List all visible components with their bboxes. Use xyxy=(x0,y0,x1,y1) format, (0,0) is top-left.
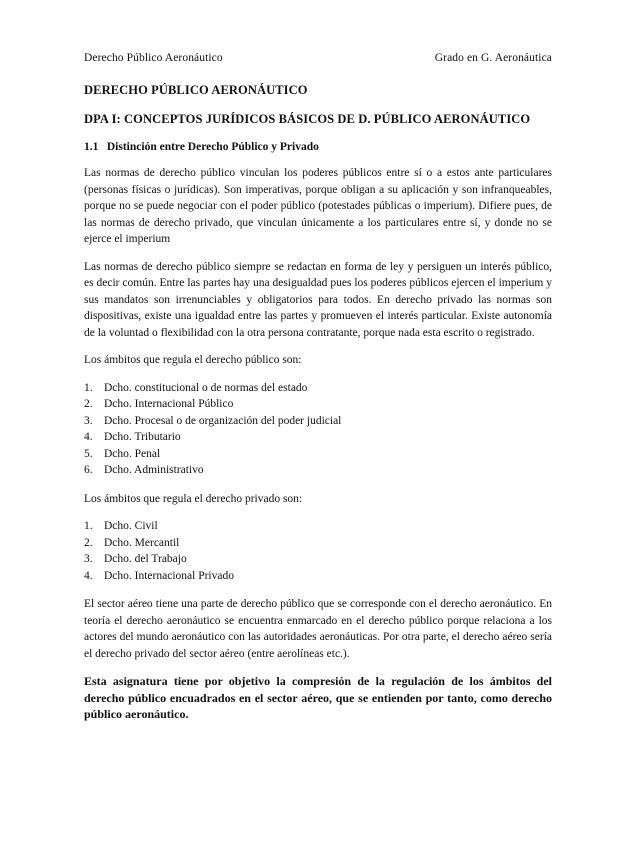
list-item: 3. Dcho. del Trabajo xyxy=(84,553,187,565)
paragraph-objective: Esta asignatura tiene por objetivo la compresión de la regulación de los ámbitos del derecho público encuadrados en el sector aéreo, que se entienden por tanto, como derecho público aeronáutico. xyxy=(84,674,552,721)
document-subtitle: DPA I: CONCEPTOS JURÍDICOS BÁSICOS DE D. PÚBLICO AERONÁUTICO xyxy=(84,112,531,126)
list-item: 5. Dcho. Penal xyxy=(84,447,161,460)
section-heading xyxy=(84,141,552,153)
section-title: Distinción entre Derecho Público y Privado xyxy=(106,141,319,153)
list-item: 1. Dcho. Civil xyxy=(84,520,158,532)
list-item: 1. Dcho. constitucional o de normas del estado xyxy=(84,381,308,394)
header-right: Grado en G. Aeronáutica xyxy=(434,52,552,64)
public-law-list xyxy=(84,380,552,479)
list-item: 4. Dcho. Tributario xyxy=(84,431,181,443)
paragraph-1: Las normas de derecho público vinculan los poderes públicos entre sí o a estos ante particulares (personas físicas o jurídicas). Son imperativas, porque obligan a su aplicación y son infranqueables, porque no se puede negociar con el poder público (potestades públicas o imperium). Difiere pues, de las normas de derecho privado, que vinculan únicamente a los particulares entre sí, y donde no se ejerce el imperium xyxy=(84,167,552,245)
page-header xyxy=(84,52,552,64)
private-law-list xyxy=(84,518,552,584)
document-body xyxy=(84,83,552,734)
list-item: 2. Dcho. Mercantil xyxy=(84,536,180,549)
paragraph-public-intro: Los ámbitos que regula el derecho público son: xyxy=(84,354,302,366)
header-left: Derecho Público Aeronáutico xyxy=(84,52,223,64)
paragraph-sector: El sector aéreo tiene una parte de derecho público que se corresponde con el derecho aeronáutico. En teoría el derecho aeronáutico se encuentra enmarcado en el derecho público porque relaciona a los actores del mundo aeronáutico con las autoridades aeronáuticas. Por otra parte, el derecho aéreo sería el derecho privado del sector aéreo (entre aerolíneas etc.). xyxy=(84,598,552,660)
section-number: 1.1 xyxy=(84,141,99,153)
paragraph-2: Las normas de derecho público siempre se redactan en forma de ley y persiguen un interés público, es decir común. Entre las partes hay una desigualdad pues los poderes públicos ejercen el imperium y sus mandatos son irrenunciables y obligatorios para todos. En derecho privado las normas son dispositivas, existe una igualdad entre las partes y promueven el interés particular. Existe autonomía de la voluntad o flexibilidad con la otra persona contratante, porque nada esta escrito o registrado. xyxy=(84,260,552,339)
list-item: 2. Dcho. Internacional Público xyxy=(84,398,234,410)
list-item: 4. Dcho. Internacional Privado xyxy=(84,569,234,582)
paragraph-private-intro: Los ámbitos que regula el derecho privado son: xyxy=(84,492,303,505)
list-item: 6. Dcho. Administrativo xyxy=(84,464,204,476)
document-title: DERECHO PÚBLICO AERONÁUTICO xyxy=(84,83,308,97)
list-item: 3. Dcho. Procesal o de organización del poder judicial xyxy=(84,414,342,427)
